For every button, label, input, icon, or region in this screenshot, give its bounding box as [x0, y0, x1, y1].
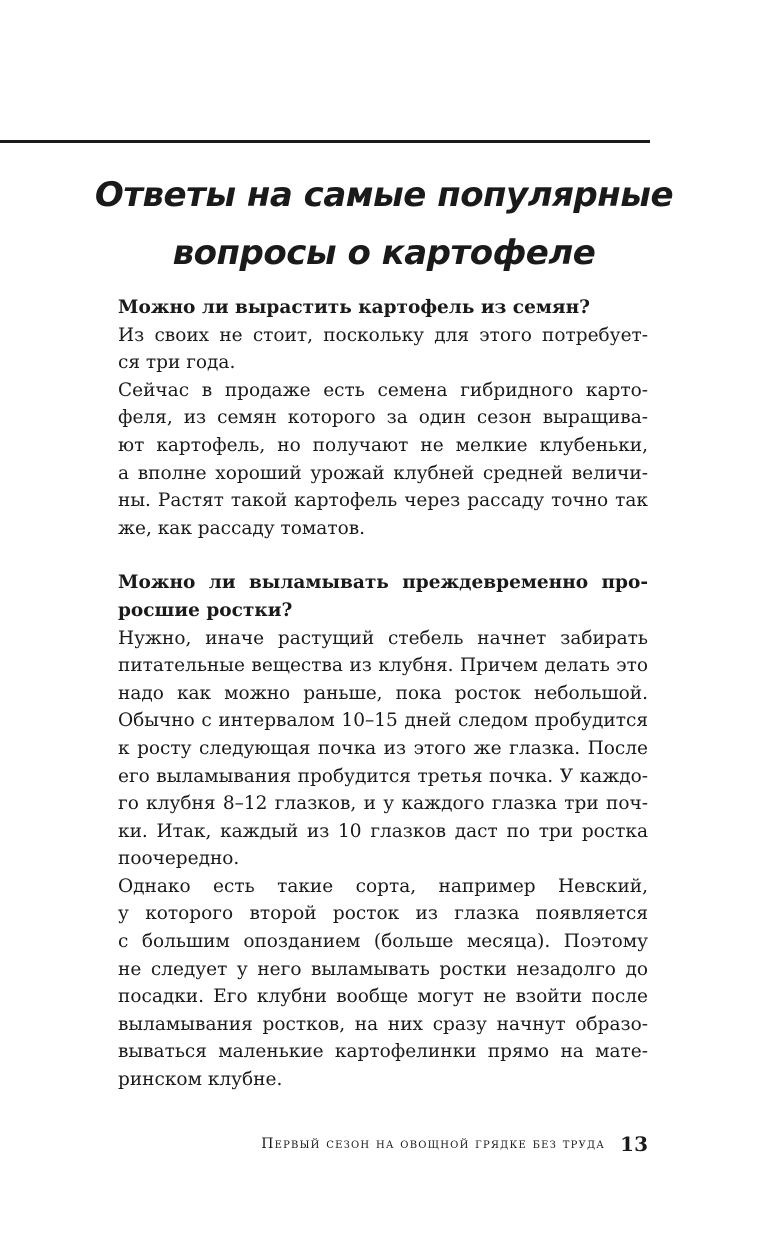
text-line: вываться маленькие картофелинки прямо на мате-: [118, 1041, 648, 1063]
answer-paragraph-2: [118, 377, 648, 543]
qa-section-1: [118, 294, 648, 542]
text-line: посадки. Его клубни вообще могут не взойти после: [118, 986, 648, 1008]
qa-section-2: [118, 569, 648, 1093]
text-line: Обычно с интервалом 10–15 дней следом пробудится: [118, 710, 648, 732]
text-line: ны. Растят такой картофель через рассаду точно так: [118, 490, 648, 512]
text-line: феля, из семян которого за один сезон выращива-: [118, 407, 648, 429]
chapter-title: [0, 166, 768, 282]
page-body: [118, 294, 648, 1094]
text-line: с большим опозданием (больше месяца). Поэтому: [118, 931, 648, 953]
text-line: Из своих не стоит, поскольку для этого потребует-: [118, 324, 648, 346]
text-line: ют картофель, но получают не мелкие клубеньки,: [118, 434, 648, 456]
question-heading-1: Можно ли вырастить картофель из семян?: [118, 297, 590, 318]
text-line: Однако есть такие сорта, например Невский,: [118, 875, 648, 897]
text-line: а вполне хороший урожай клубней средней величи-: [118, 462, 648, 484]
text-line: его выламывания пробудится третья почка. У каждо-: [118, 765, 648, 787]
text-line: у которого второй росток из глазка появляется: [118, 903, 648, 925]
answer-paragraph-4: [118, 873, 648, 1094]
text-line: поочередно.: [118, 848, 240, 870]
top-rule: [0, 140, 650, 143]
question-line: росшие ростки?: [118, 599, 293, 621]
text-line: к росту следующая почка из этого же глазка. После: [118, 737, 648, 759]
page-footer: [0, 1132, 648, 1156]
chapter-title-line-1: Ответы на самые популярные: [94, 175, 674, 215]
question-heading-2: [118, 569, 648, 624]
text-line: ся три года.: [118, 352, 236, 374]
text-line: же, как рассаду томатов.: [118, 517, 366, 539]
page-number: 13: [620, 1132, 648, 1156]
text-line: питательные вещества из клубня. Причем делать это: [118, 655, 648, 677]
text-line: Сейчас в продаже есть семена гибридного карто-: [118, 379, 648, 401]
text-line: выламывания ростков, на них сразу начнут образо-: [118, 1013, 648, 1035]
chapter-title-line-2: вопросы о картофеле: [172, 233, 596, 273]
section-spacer: [118, 542, 648, 569]
answer-paragraph-1: [118, 322, 648, 377]
text-line: ки. Итак, каждый из 10 глазков даст по три ростка: [118, 820, 648, 842]
text-line: Нужно, иначе растущий стебель начнет забирать: [118, 627, 648, 649]
text-line: не следует у него выламывать ростки незадолго до: [118, 958, 648, 980]
question-line: Можно ли выламывать преждевременно про-: [118, 572, 648, 594]
answer-paragraph-3: [118, 625, 648, 873]
text-line: ринском клубне.: [118, 1069, 283, 1091]
running-title: Первый сезон на овощной грядке без труда: [261, 1136, 606, 1152]
text-line: надо как можно раньше, пока росток небольшой.: [118, 682, 648, 704]
text-line: го клубня 8–12 глазков, и у каждого глазка три поч-: [118, 793, 648, 815]
